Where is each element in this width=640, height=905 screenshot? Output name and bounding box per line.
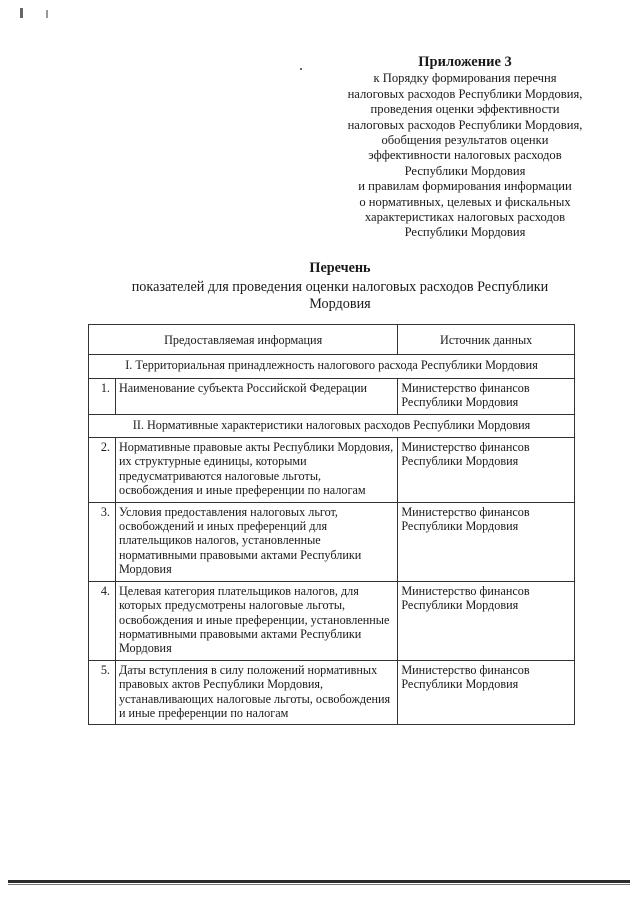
row-source: Министерство финансов Республики Мордовия bbox=[398, 581, 575, 660]
appendix-line: проведения оценки эффективности bbox=[370, 102, 560, 117]
table-row bbox=[89, 660, 575, 725]
row-info: Даты вступления в силу положений нормативных правовых актов Республики Мордовия, устанавливающих налоговые льготы, освобождения и иные преференции по налогам bbox=[115, 660, 397, 725]
row-info: Целевая категория плательщиков налогов, для которых предусмотрены налоговые льготы, освобождения и иные преференции, установленные нормативными правовыми актами Республики Мордовия bbox=[115, 581, 397, 660]
scan-mark bbox=[20, 8, 23, 18]
scan-mark bbox=[46, 10, 48, 18]
row-info: Нормативные правовые акты Республики Мордовия, их структурные единицы, которыми предусматриваются налоговые льготы, освобождения и иные преференции по налогам bbox=[115, 438, 397, 503]
table-row bbox=[89, 581, 575, 660]
appendix-line: Республики Мордовия bbox=[404, 163, 526, 178]
appendix-line: обобщения результатов оценки bbox=[381, 133, 549, 148]
row-source: Министерство финансов Республики Мордовия bbox=[398, 378, 575, 414]
table-row bbox=[89, 438, 575, 503]
section-title-1: I. Территориальная принадлежность налогового расхода Республики Мордовия bbox=[89, 355, 575, 378]
appendix-line: эффективности налоговых расходов bbox=[368, 148, 562, 163]
appendix-line: о нормативных, целевых и фискальных bbox=[359, 194, 571, 209]
appendix-title: Приложение 3 bbox=[418, 54, 512, 70]
appendix-block bbox=[320, 55, 610, 241]
row-number: 1. bbox=[89, 378, 116, 414]
table-row bbox=[89, 378, 575, 414]
section-row bbox=[89, 414, 575, 437]
row-number: 5. bbox=[89, 660, 116, 725]
appendix-line: к Порядку формирования перечня bbox=[373, 71, 557, 86]
scan-edge-bar bbox=[8, 880, 630, 883]
scan-speck bbox=[300, 68, 302, 70]
row-info: Условия предоставления налоговых льгот, освобождений и иных преференций для плательщиков налогов, установленные нормативными правовыми актами Республики Мордовия bbox=[115, 502, 397, 581]
appendix-line: и правилам формирования информации bbox=[358, 179, 572, 194]
header-source: Источник данных bbox=[398, 325, 575, 355]
appendix-line: Республики Мордовия bbox=[404, 225, 526, 240]
table-header-row bbox=[89, 325, 575, 355]
scan-edge-line bbox=[8, 884, 630, 885]
row-number: 2. bbox=[89, 438, 116, 503]
table-row bbox=[89, 502, 575, 581]
document-title bbox=[100, 260, 580, 313]
row-info: Наименование субъекта Российской Федерации bbox=[115, 378, 397, 414]
title-subheading: показателей для проведения оценки налоговых расходов Республики Мордовия bbox=[131, 279, 549, 312]
row-number: 4. bbox=[89, 581, 116, 660]
section-title-2: II. Нормативные характеристики налоговых расходов Республики Мордовия bbox=[89, 414, 575, 437]
row-source: Министерство финансов Республики Мордовия bbox=[398, 438, 575, 503]
title-heading: Перечень bbox=[309, 260, 371, 276]
row-source: Министерство финансов Республики Мордовия bbox=[398, 660, 575, 725]
appendix-line: налоговых расходов Республики Мордовия, bbox=[347, 117, 583, 132]
row-number: 3. bbox=[89, 502, 116, 581]
header-info: Предоставляемая информация bbox=[89, 325, 398, 355]
appendix-line: налоговых расходов Республики Мордовия, bbox=[347, 86, 583, 101]
section-row bbox=[89, 355, 575, 378]
row-source: Министерство финансов Республики Мордовия bbox=[398, 502, 575, 581]
indicators-table bbox=[88, 324, 575, 725]
appendix-line: характеристиках налоговых расходов bbox=[364, 210, 566, 225]
